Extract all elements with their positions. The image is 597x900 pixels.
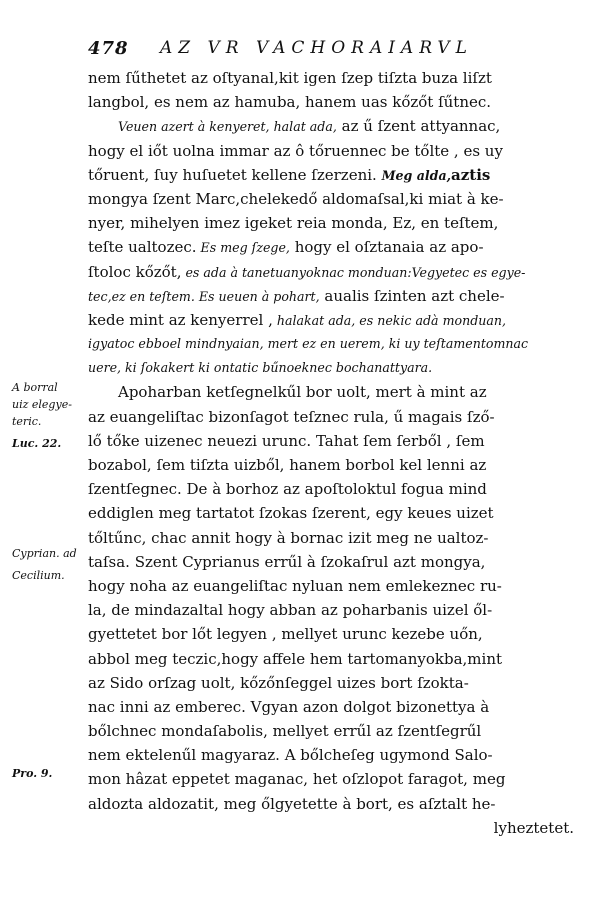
text-line xyxy=(88,114,574,138)
text-line: igyatoc ebboel mindnyaian, mert ez en uerem, ki uy teſtamentomnac xyxy=(88,336,529,352)
text-line: nem ektelenűl magyaraz. A bőlcheſeg ugymond Salo- xyxy=(88,746,493,765)
text-line: bozabol, ſem tiſzta uizből, hanem borbol kel lenni az xyxy=(88,456,487,474)
text-line: hogy noha az euangeliſtac nyluan nem emlekeznec ru- xyxy=(88,576,502,595)
margin-note: uiz elegye- xyxy=(12,398,72,411)
text-line: hogy el iőt uolna immar az ô tőruennec be tőlte , es uy xyxy=(88,141,503,160)
text-span: ſtoloc kőzőt, xyxy=(88,262,182,281)
text-line: aldozta aldozatit, meg őlgyetette à bort, es aſztalt he- xyxy=(88,794,496,813)
text-line xyxy=(88,260,574,284)
text-line xyxy=(88,284,574,308)
scripture-quote: es ada à tanetuanyoknac monduan:Vegyetec es egye- xyxy=(181,264,526,280)
text-line xyxy=(88,163,574,187)
scripture-quote: Es meg ſzege, xyxy=(196,240,290,256)
text-line: la, de mindazaltal hogy abban az poharbanis uizel ől- xyxy=(88,601,493,620)
text-line: nac inni az emberec. Vgyan azon dolgot bizonettya à xyxy=(88,697,490,716)
text-line xyxy=(88,308,574,332)
text-line: eddiglen meg tartatot ſzokas ſzerent, egy keues uizet xyxy=(88,504,494,523)
page-number: 478 xyxy=(88,38,129,59)
text-line: lyheztetet. xyxy=(493,818,574,837)
scripture-quote: tec,ez en teſtem. Es ueuen à pohart, xyxy=(88,288,320,304)
text-line: bőlchnec mondaſabolis, mellyet errűl az ſzentſegrűl xyxy=(88,722,482,741)
margin-note-reference: Pro. 9. xyxy=(12,767,53,780)
text-span: aualis ſzinten azt chele- xyxy=(319,286,505,305)
text-line: gyettetet bor lőt legyen , mellyet urunc kezebe uőn, xyxy=(88,625,483,644)
text-span: hogy el oſztanaia az apo- xyxy=(289,238,484,257)
text-line: abbol meg teczic,hogy affele hem tartomanyokba,mint xyxy=(88,649,503,668)
text-line xyxy=(88,235,574,259)
scripture-quote: halakat ada, es nekic adà monduan, xyxy=(272,312,507,328)
text-line: lő tőke uizenec neuezi urunc. Tahat ſem ſerből , ſem xyxy=(88,431,485,450)
margin-note: A borral xyxy=(12,381,58,394)
text-line: taſsa. Szent Cyprianus errűl à ſzokaſrul azt mongya, xyxy=(88,552,486,571)
margin-note: Cyprian. ad xyxy=(12,547,77,560)
margin-note: Cecilium. xyxy=(12,569,65,582)
text-span: az ű ſzent attyannac, xyxy=(336,117,501,136)
text-line: nyer, mihelyen imez igeket reia monda, Ez, en teſtem, xyxy=(88,214,499,233)
text-line: langbol, es nem az hamuba, hanem uas kőzőt ſűtnec. xyxy=(88,93,492,112)
running-title: AZ VR VACHORAIARVL xyxy=(160,38,473,58)
text-span: kede mint az kenyerrel , xyxy=(88,310,273,329)
scripture-quote: Veuen azert à kenyeret, halat ada, xyxy=(118,119,337,135)
text-line: Apoharban ketſegnelkűl bor uolt, mert à mint az xyxy=(118,383,487,402)
margin-note-reference: Luc. 22. xyxy=(12,437,62,450)
text-line: nem ſűthetet az oſtyanal,kit igen ſzep tiſzta buza liſzt xyxy=(88,69,492,87)
text-line: az euangeliſtac bizonſagot teſznec rula, ű magais ſző- xyxy=(88,407,495,426)
text-line: mon hâzat eppetet maganac, het oſzlopot faragot, meg xyxy=(88,770,506,789)
text-line: mongya ſzent Marc,chelekedő aldomaſsal,ki miat à ke- xyxy=(88,189,504,208)
scripture-quote: Meg alda, xyxy=(381,167,452,183)
text-line: tőltűnc, chac annit hogy à bornac izit meg ne ualtoz- xyxy=(88,528,489,547)
margin-note: teric. xyxy=(12,415,42,428)
main-text xyxy=(88,66,574,840)
text-span: aztis xyxy=(451,165,491,184)
text-line: uere, ki ſokakert ki ontatic bűnoeknec bochanattyara. xyxy=(88,360,433,376)
text-line: az Sido orſzag uolt, kőzőnſeggel uizes bort ſzokta- xyxy=(88,673,469,692)
text-span: tőruent, ſuy huſuetet kellene ſzerzeni. xyxy=(88,165,382,184)
text-line: ſzentſegnec. De à borhoz az apoſtoloktul fogua mind xyxy=(88,480,487,499)
text-span: teſte ualtozec. xyxy=(88,238,197,257)
